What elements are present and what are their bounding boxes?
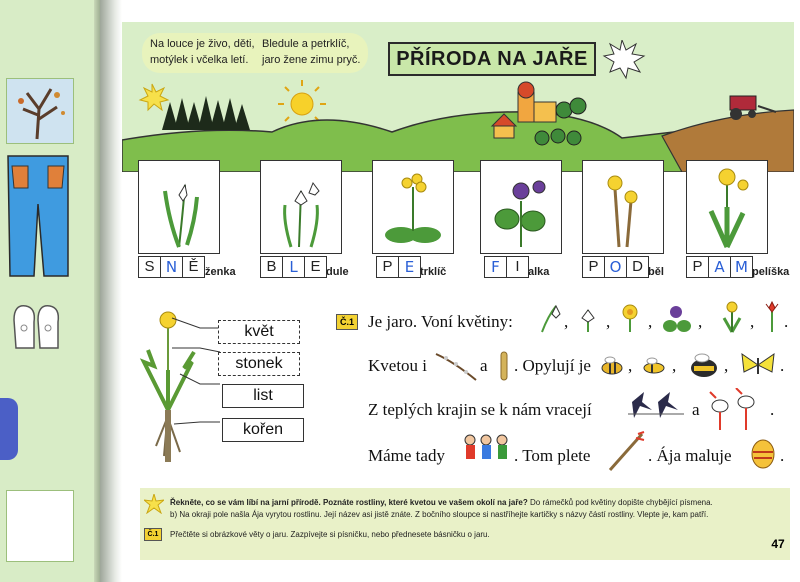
period: . [784,312,789,331]
sentence-3-part-b: a [692,400,700,419]
comma: , [750,312,755,331]
tree-thumbnail [6,78,74,144]
instruction-line-3: Přečtěte si obrázkové věty o jaru. Zazpívejte si písničku, nebo přednesete básničku o jaru. [170,530,490,539]
instruction-line-1-bold: Řekněte, co se vám líbí na jarní přírodě. Poznáte rostliny, které kvetou ve vašem okolí na jaře? [170,498,528,507]
part-label-kvet[interactable]: květ [218,320,300,344]
sentence-2-part-b: a [480,356,488,375]
period: . [770,400,775,419]
letter-cells-bledule [260,256,326,278]
letter-cells-snezenka [138,256,204,278]
comma: , [698,312,703,331]
letter-cell[interactable]: E [304,256,327,278]
letter-cell[interactable]: P [376,256,399,278]
word-suffix: dule [326,266,349,278]
instruction-line-1-rest: Do rámečků pod květiny dopište chybějící písmena. [530,498,713,507]
willow-branch-icon [434,348,478,382]
flower-card-coltsfoot [582,160,664,254]
easter-whip-icon [606,430,646,474]
flower-card-dandelion [686,160,768,254]
reading-badge-small: Č.1 [144,528,162,541]
sentence-4-part-a: Máme tady [368,446,445,465]
trousers-drawing [4,154,70,278]
sentence-2-part-c: . Opylují je [514,356,591,375]
dandelion-icon [716,300,748,334]
forest-drawing [162,96,250,130]
rhyme-line: motýlek i včelka letí. [150,54,249,66]
storks-icon [704,388,764,432]
word-suffix: pelíška [752,266,790,278]
comma: , [724,356,729,375]
sentence-4-part-b: . Tom plete [514,446,591,465]
instruction-line-2: b) Na okraji pole našla Ája vyrytou rostlinu. Její název asi jistě znáte. Z bočního sloupce si nastříhejte kartičky s názvy částí rostliny. Vlepte je, kam patří. [170,510,709,519]
comma: , [564,312,569,331]
letter-cells-pampeliska [686,256,752,278]
letter-cell[interactable]: D [626,256,649,278]
comma: , [648,312,653,331]
rhyme-line: Na louce je živo, děti, [150,38,255,50]
sentence-3-part-a: Z teplých krajin se k nám vracejí [368,400,592,419]
tulip-icon [762,300,782,334]
butterfly-icon [738,350,778,380]
letter-cell[interactable]: A [708,256,731,278]
rhyme-line: jaro žene zimu pryč. [262,54,361,66]
comma: , [628,356,633,375]
comma: , [606,312,611,331]
snowdrop-icon [534,300,564,334]
part-label-list[interactable]: list [222,384,304,408]
spring-landscape [122,40,794,172]
rhyme-line: Bledule a petrklíč, [262,38,350,50]
letter-cell[interactable]: E [398,256,421,278]
flower-card-snowdrop [138,160,220,254]
letter-cell[interactable]: I [506,256,529,278]
word-suffix: trklíč [420,266,447,278]
word-suffix: alka [528,266,550,278]
snowflake-flower-icon [572,302,604,334]
instruction-line-1 [170,498,713,507]
sentence-2-part-a: Kvetou i [368,356,428,375]
children-icon [460,432,512,470]
catkin-icon [496,350,512,384]
letter-cells-podbel [582,256,648,278]
period: . [780,356,785,375]
part-label-stonek[interactable]: stonek [218,352,300,376]
book-binding [100,0,122,582]
part-label-koren[interactable]: kořen [222,418,304,442]
star-sun-icon [144,494,164,514]
smiling-sun-icon [604,40,644,78]
letter-cell[interactable]: O [604,256,627,278]
mittens-drawing [8,300,64,356]
letter-cell[interactable]: N [160,256,183,278]
page-number: 47 [771,537,785,551]
flower-card-primrose [372,160,454,254]
letter-cell[interactable]: P [686,256,709,278]
blue-sleeve-drawing [0,398,18,460]
sentence-1: Je jaro. Voní květiny: [368,312,513,331]
star-sun-icon [140,84,168,110]
letter-cell[interactable]: Ě [182,256,205,278]
bee-icon [596,354,626,378]
violet-icon [660,302,694,336]
period: . [780,446,785,465]
left-page-strip [0,0,100,582]
letter-cell[interactable]: M [730,256,753,278]
word-suffix: ženka [205,266,236,278]
swallows-icon [628,388,684,422]
easter-egg-icon [750,436,776,470]
flower-card-violet [480,160,562,254]
sentence-4-part-c: . Ája maluje [648,446,732,465]
comma: , [672,356,677,375]
letter-cell[interactable]: L [282,256,305,278]
letter-cell[interactable]: B [260,256,283,278]
letter-cell[interactable]: S [138,256,161,278]
reading-badge: Č.1 [336,314,358,330]
left-bottom-box [6,490,74,562]
letter-cell[interactable]: P [582,256,605,278]
daffodil-icon [616,302,644,334]
bumblebee-icon [686,350,722,380]
flower-card-snowflake [260,160,342,254]
letter-cells-fialka [484,256,528,278]
letter-cell[interactable]: F [484,256,507,278]
wasp-icon [638,354,668,378]
letter-cells-petrklic [376,256,420,278]
word-suffix: běl [648,266,664,278]
page-title-text: PŘÍRODA NA JAŘE [396,48,588,70]
